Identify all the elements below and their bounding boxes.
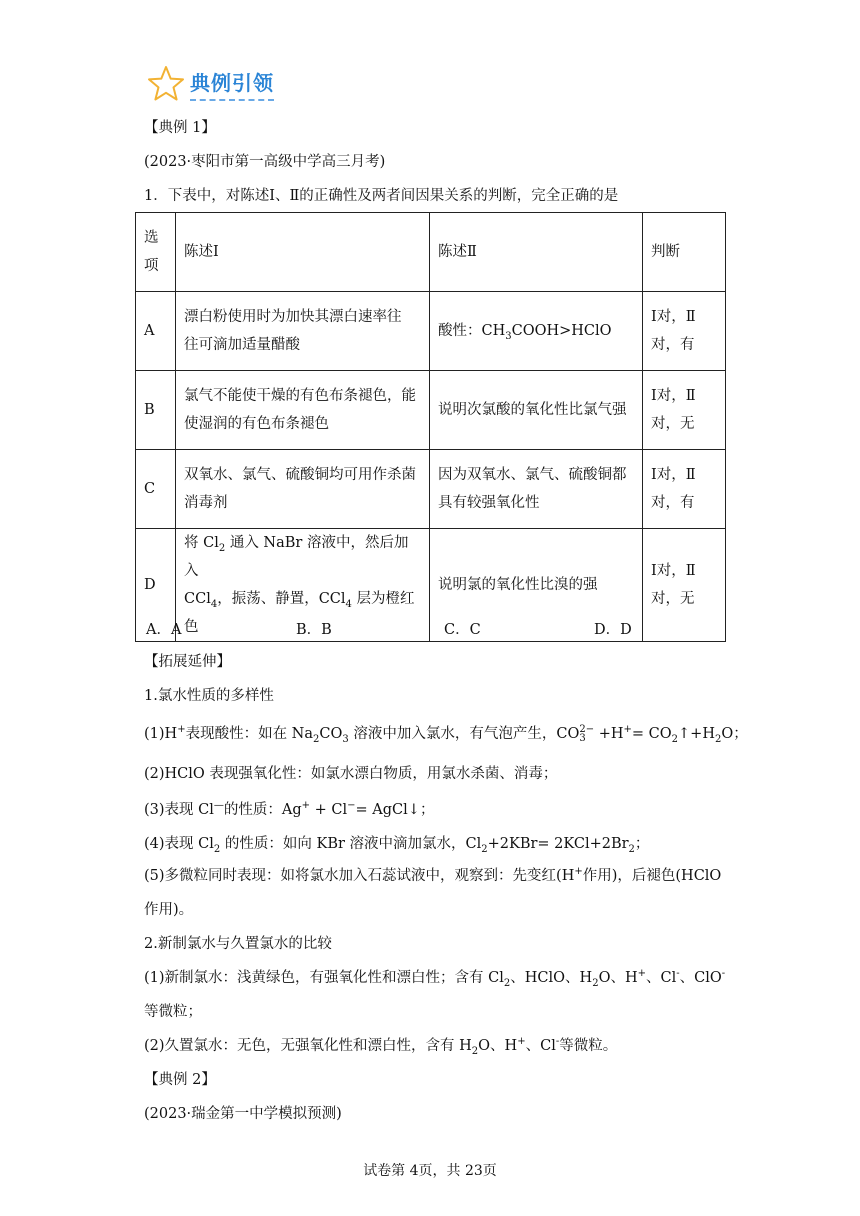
answer-options xyxy=(146,618,746,638)
option-a[interactable]: A．A xyxy=(146,622,182,638)
header-statement-2: 陈述Ⅱ xyxy=(430,213,643,292)
example-2-label: 【典例 2】 xyxy=(144,1072,216,1088)
example-1-source: (2023·枣阳市第一高级中学高三月考) xyxy=(144,154,386,170)
table-header-row xyxy=(136,213,726,292)
option-c[interactable]: C．C xyxy=(444,622,481,638)
header-option: 选 项 xyxy=(136,213,176,292)
extend-topic-1: 1.氯水性质的多样性 xyxy=(144,688,274,704)
statement-1-cell: 漂白粉使用时为加快其漂白速率往 往可滴加适量醋酸 xyxy=(176,292,430,371)
statement-2-cell: 酸性：$CH_3COOH>HClO$ xyxy=(430,292,643,371)
question-table xyxy=(135,212,726,642)
option-cell: A xyxy=(136,292,176,371)
judgment-cell: Ⅰ对，Ⅱ 对，无 xyxy=(643,371,726,450)
extend-point-5-line-2: 作用)。 xyxy=(144,902,194,918)
extend-point-3: (3)表现 Cl—的性质：Ag+ + Cl−= AgCl↓； xyxy=(144,800,435,818)
extend-point-5-line-1: (5)多微粒同时表现：如将氯水加入石蕊试液中，观察到：先变红(H+作用)，后褪色(HClO xyxy=(144,866,722,884)
section-header xyxy=(146,64,274,104)
statement-1-cell: 双氧水、氯气、硫酸铜均可用作杀菌 消毒剂 xyxy=(176,450,430,529)
table-row xyxy=(136,371,726,450)
extend-point-6-line-1: (1)新制氯水：浅黄绿色，有强氧化性和漂白性；含有 $Cl_2$、HClO、$H_2O$、H+、Cl-、ClO- xyxy=(144,968,726,989)
table-row xyxy=(136,292,726,371)
extend-label: 【拓展延伸】 xyxy=(144,654,231,670)
option-cell: C xyxy=(136,450,176,529)
table-row xyxy=(136,450,726,529)
statement-2-cell: 说明氯的氧化性比溴的强 xyxy=(430,529,643,642)
option-cell: B xyxy=(136,371,176,450)
statement-2-cell: 说明次氯酸的氧化性比氯气强 xyxy=(430,371,643,450)
statement-1-cell: 将 $Cl_2$ 通入 NaBr 溶液中，然后加入 CCl$_4$，振荡、静置，CCl$_4$ 层为橙红色 xyxy=(176,529,430,642)
extend-point-6-line-2: 等微粒； xyxy=(144,1004,202,1020)
judgment-cell: Ⅰ对，Ⅱ 对，无 xyxy=(643,529,726,642)
header-judgment: 判断 xyxy=(643,213,726,292)
extend-point-1: (1)H+表现酸性：如在 $Na_2CO_3$ 溶液中加入氯水，有气泡产生，CO 2− 3 $+H^+= CO_2↑+H_2O$； xyxy=(144,724,748,745)
judgment-cell: Ⅰ对，Ⅱ 对，有 xyxy=(643,450,726,529)
question-1-text: 1．下表中，对陈述Ⅰ、Ⅱ的正确性及两者间因果关系的判断，完全正确的是 xyxy=(144,188,619,204)
header-statement-1: 陈述Ⅰ xyxy=(176,213,430,292)
extend-point-2: (2)HClO 表现强氧化性：如氯水漂白物质，用氯水杀菌、消毒； xyxy=(144,766,558,782)
option-d[interactable]: D．D xyxy=(594,622,632,638)
example-2-source: (2023·瑞金第一中学模拟预测) xyxy=(144,1106,342,1122)
example-1-label: 【典例 1】 xyxy=(144,120,216,136)
option-cell: D xyxy=(136,529,176,642)
extend-point-4: (4)表现 $Cl_2$ 的性质：如向 KBr 溶液中滴加氯水，$Cl_2+2KBr= 2KCl+2Br_2$； xyxy=(144,836,650,855)
option-b[interactable]: B．B xyxy=(296,622,332,638)
page-footer: 试卷第 4页，共 23页 xyxy=(363,1163,497,1179)
star-icon xyxy=(146,64,186,104)
section-title: 典例引领 xyxy=(190,67,274,101)
statement-1-cell: 氯气不能使干燥的有色布条褪色，能 使湿润的有色布条褪色 xyxy=(176,371,430,450)
statement-2-cell: 因为双氧水、氯气、硫酸铜都 具有较强氧化性 xyxy=(430,450,643,529)
extend-topic-2: 2.新制氯水与久置氯水的比较 xyxy=(144,936,332,952)
judgment-cell: Ⅰ对，Ⅱ 对，有 xyxy=(643,292,726,371)
extend-point-7: (2)久置氯水：无色，无强氧化性和漂白性，含有 $H_2O$、H+、Cl-等微粒。 xyxy=(144,1036,618,1057)
